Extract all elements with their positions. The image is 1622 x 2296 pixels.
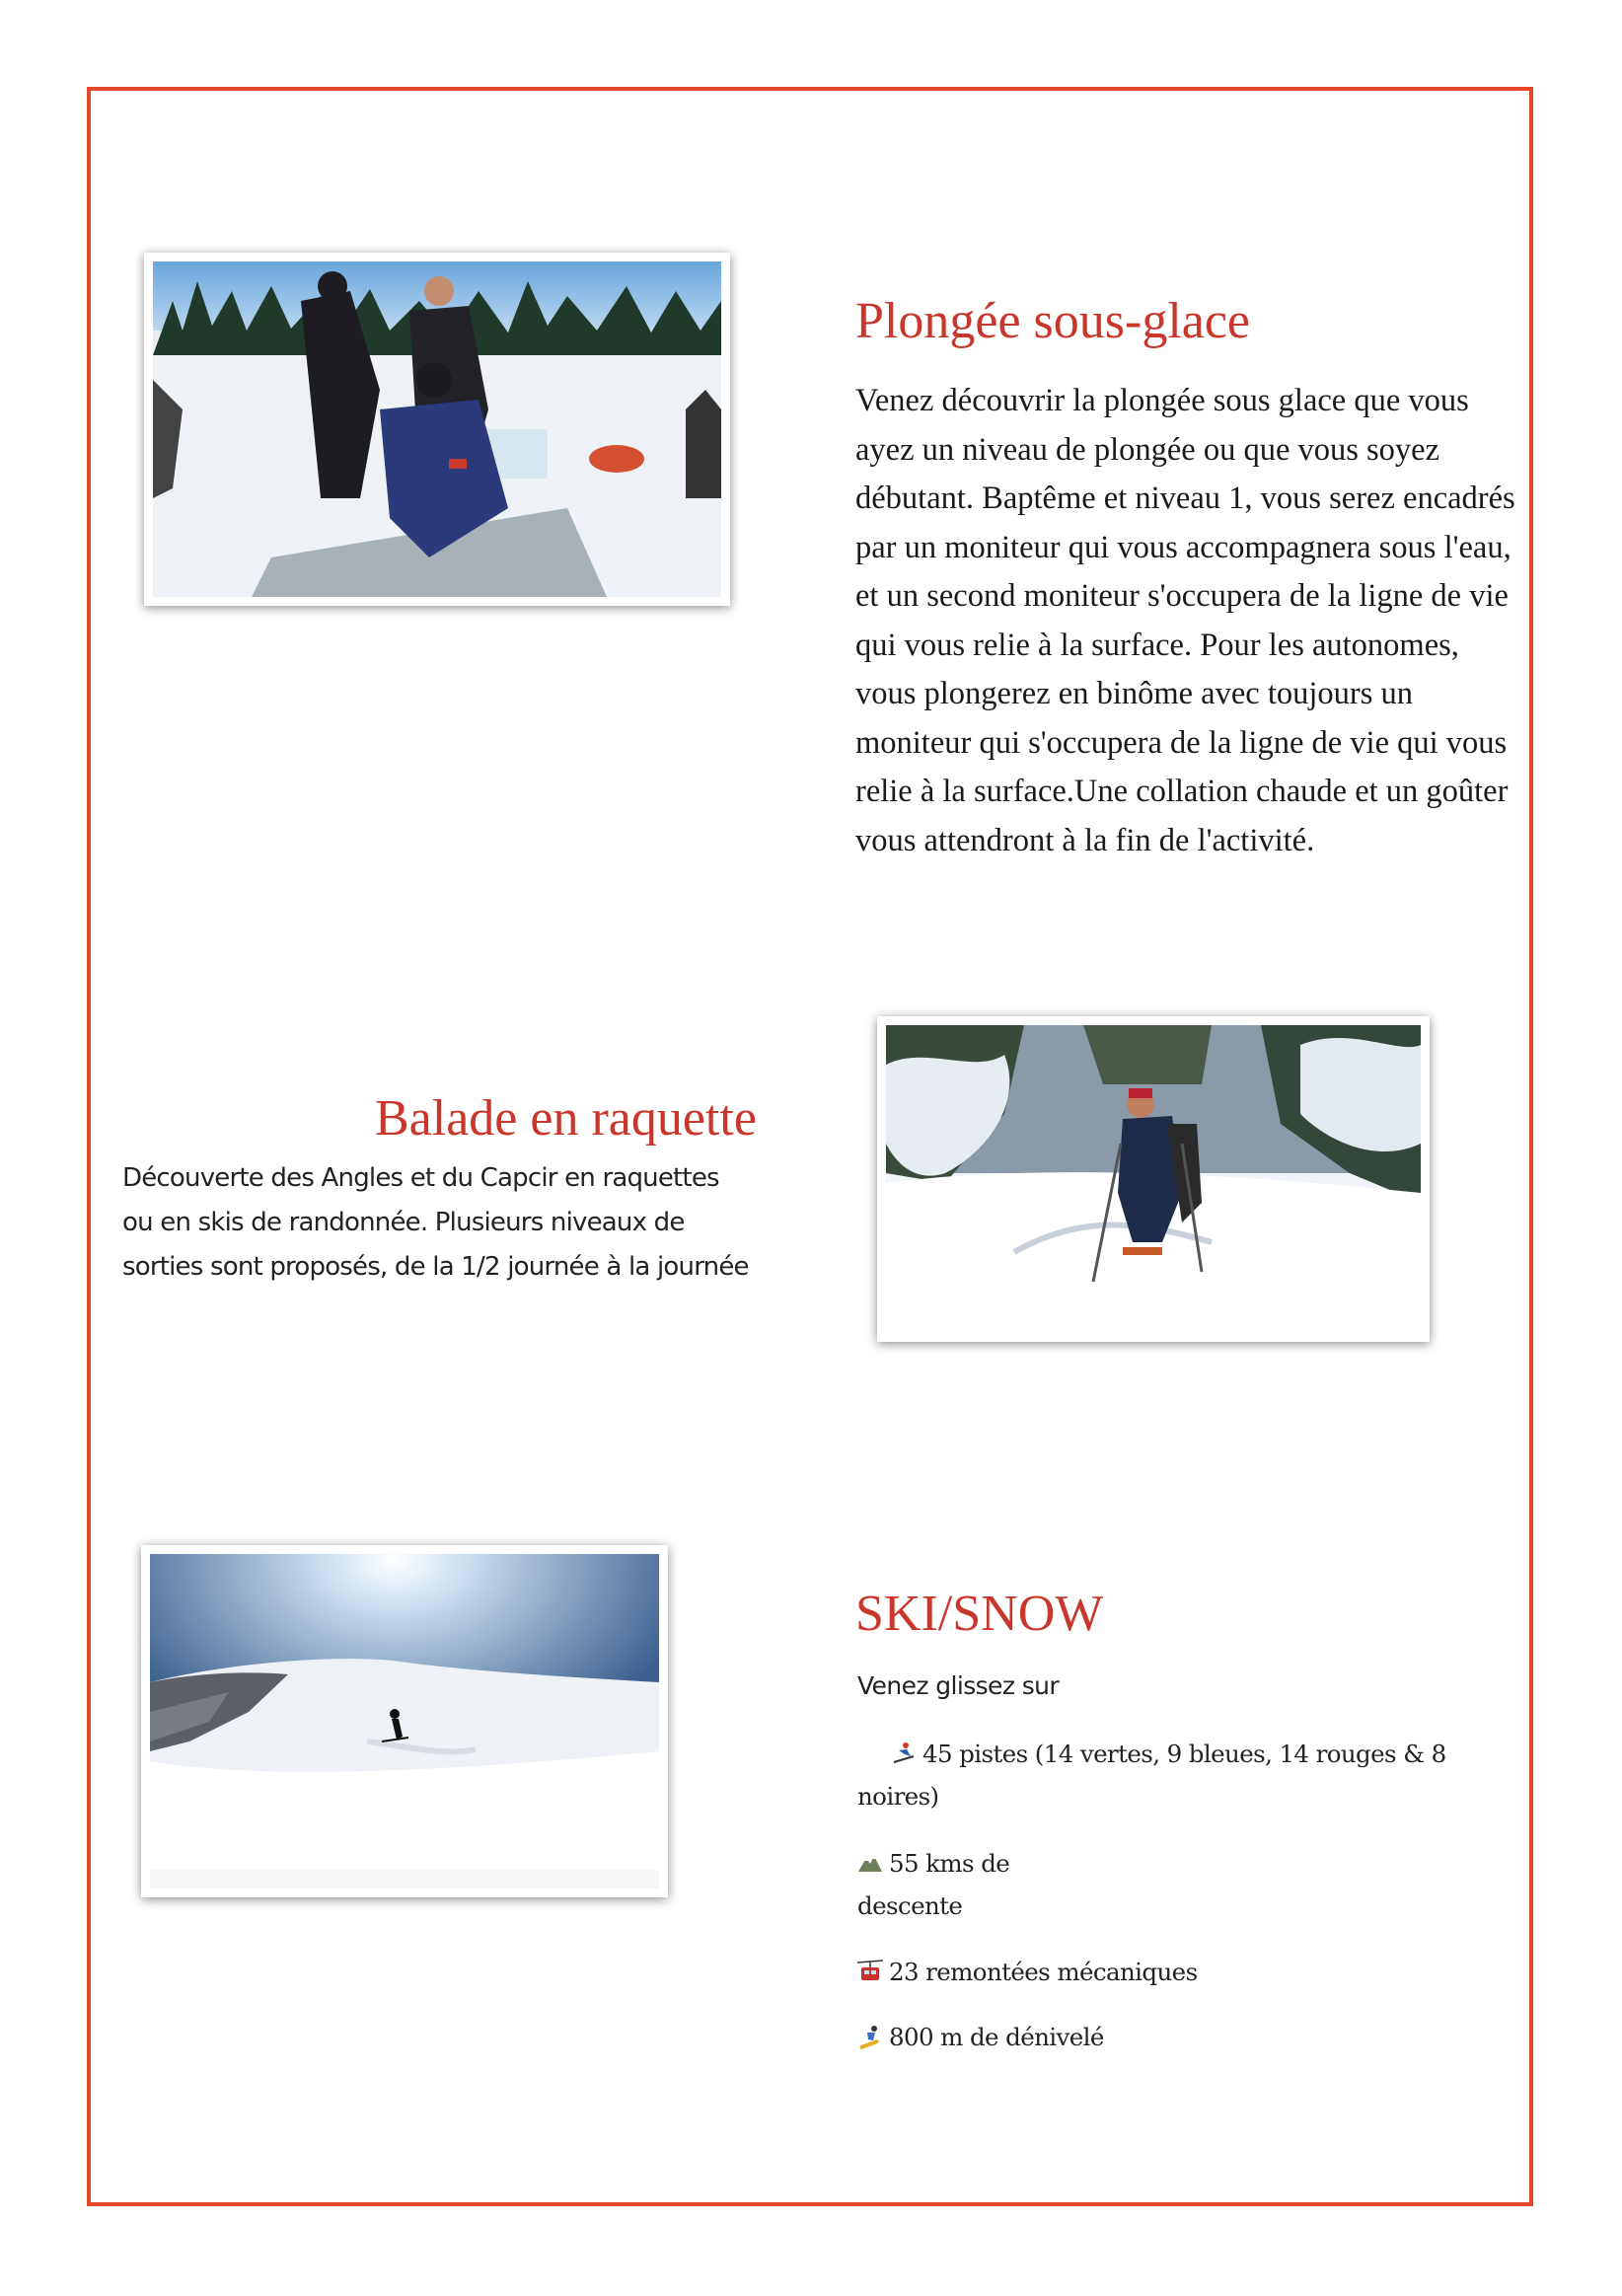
raquette-text: Découverte des Angles et du Capcir en raquettes ou en skis de randonnée. Plusieurs niveaux de sorties sont proposés, de la 1/2 journée à la journée: [122, 1163, 749, 1282]
ski-title: SKI/SNOW: [855, 1586, 1104, 1642]
ski-photo: [141, 1545, 668, 1897]
snowboarder-icon: [857, 2024, 883, 2049]
cable-car-icon: [857, 1959, 883, 1984]
mountain-icon: [857, 1850, 883, 1876]
raquette-title: Balade en raquette: [375, 1090, 757, 1147]
plongee-text: Venez découvrir la plongée sous glace que vous ayez un niveau de plongée ou que vous soyez débutant. Baptême et niveau 1, vous serez encadrés par un moniteur qui vous accompagnera sous l'eau, et un second moniteur s'occupera de la ligne de vie qui vous relie à la surface. Pour les autonomes, vous plongerez en binôme avec toujours un moniteur qui s'occupera de la ligne de vie qui vous relie à la surface.Une collation chaude et un goûter vous attendront à la fin de l'activité.: [855, 383, 1515, 858]
ice-diving-photo: [144, 253, 730, 606]
ski-item-remontees-text: 23 remontées mécaniques: [889, 1958, 1198, 1986]
skier-icon: [891, 1741, 917, 1766]
ski-item-kms-text: 55 kms de descente: [857, 1849, 1010, 1920]
ski-item-pistes: [857, 1733, 1449, 1817]
ski-item-kms: [857, 1842, 1025, 1927]
ski-item-denivele: [857, 2016, 1449, 2058]
snowshoe-photo: [877, 1016, 1430, 1342]
ski-lead: Venez glissez sur: [857, 1671, 1060, 1700]
ski-item-remontees: [857, 1951, 1449, 1993]
plongee-title: Plongée sous-glace: [855, 293, 1251, 349]
ski-item-pistes-text: 45 pistes (14 vertes, 9 bleues, 14 rouges & 8 noires): [857, 1740, 1446, 1811]
ski-item-denivele-text: 800 m de dénivelé: [889, 2023, 1104, 2051]
